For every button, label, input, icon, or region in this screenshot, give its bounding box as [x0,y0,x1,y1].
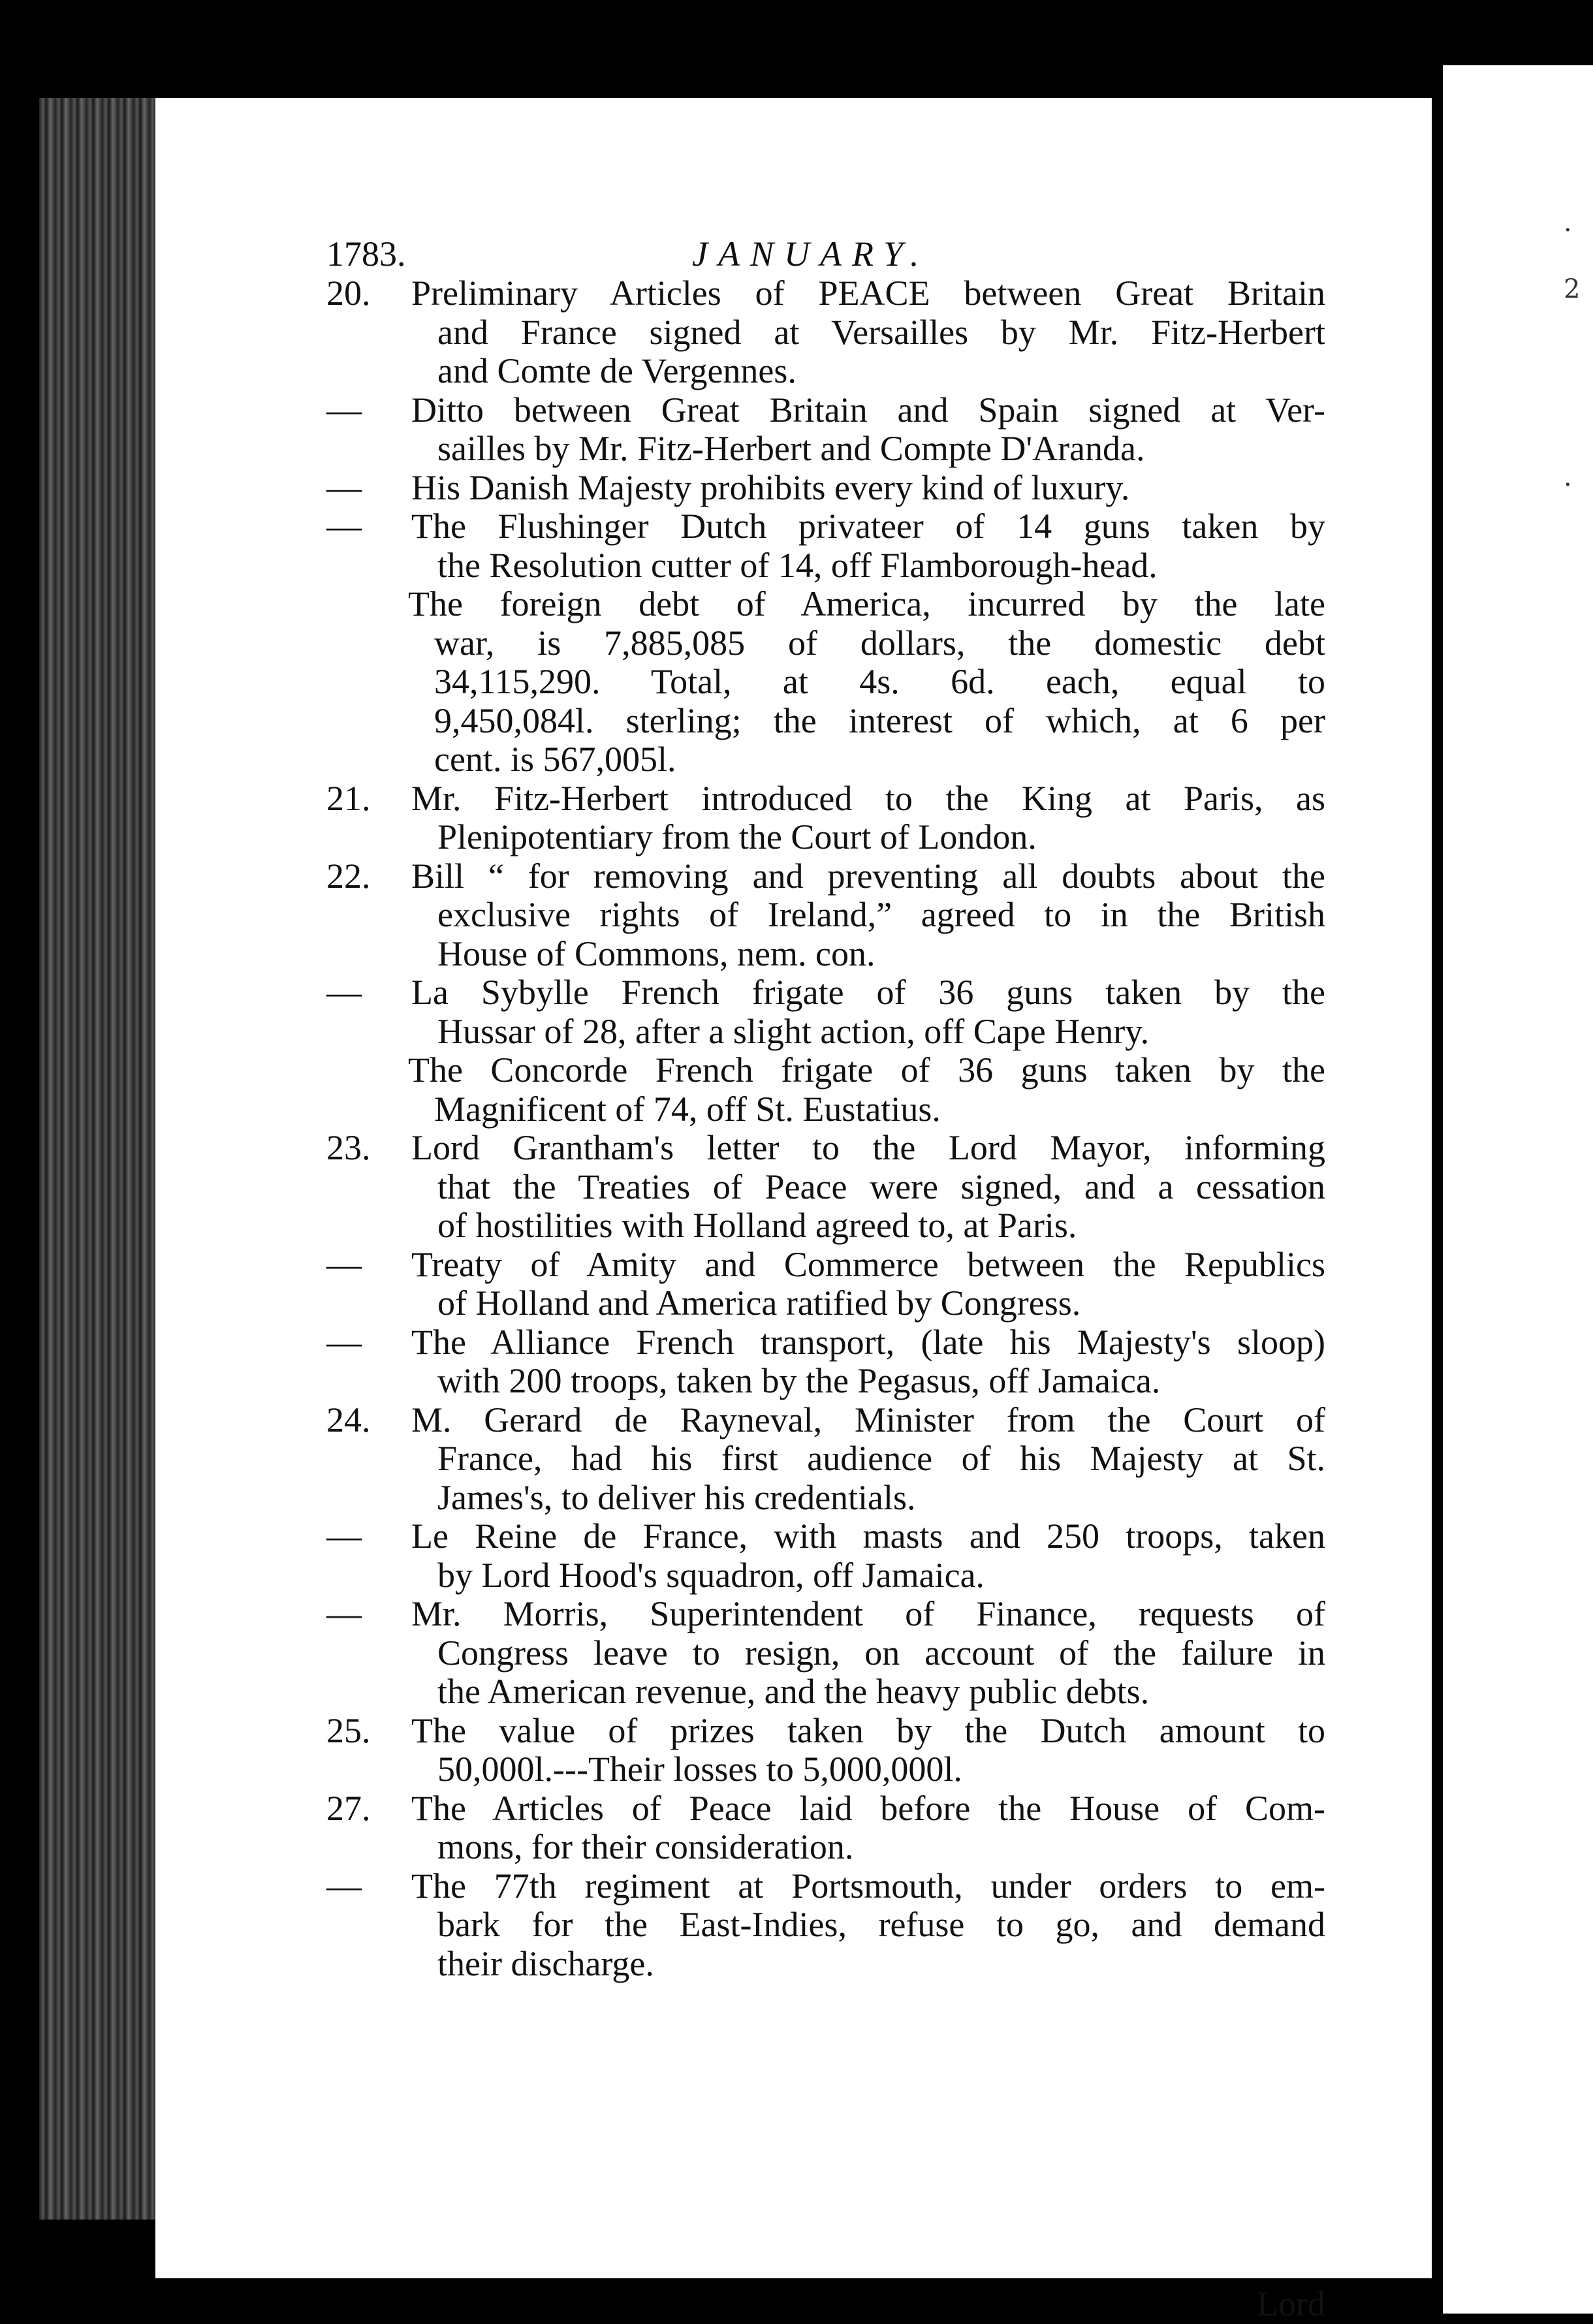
entry-text-line: of Holland and America ratified by Congress. [437,1283,1081,1323]
entry-text-line: Preliminary Articles of PEACE between Great Britain [411,274,1325,313]
entry-text-line: Lord Grantham's letter to the Lord Mayor, informing [411,1128,1325,1167]
chronology-entry [326,507,1325,585]
entry-text-line: The Flushinger Dutch privateer of 14 guns taken by [411,507,1325,546]
entry-text-line: The Concorde French frigate of 36 guns taken by the [408,1050,1325,1090]
entry-text-line: the American revenue, and the heavy public debts. [437,1672,1150,1711]
entry-text-line: 9,450,084l. sterling; the interest of which, at 6 per [434,700,1325,740]
entry-date-marker: 27. [326,1788,371,1828]
entry-text-line: The 77th regiment at Portsmouth, under orders to em- [411,1866,1325,1906]
facing-page-edge [1443,65,1593,2314]
chronology-entry [326,1595,1325,1712]
entry-date-marker: — [326,1594,362,1633]
chronology-entry [326,1129,1325,1246]
entry-text-line: exclusive rights of Ireland,” agreed to in the British [437,895,1325,934]
entry-text-line: House of Commons, nem. con. [437,934,875,973]
entry-text-line: war, is 7,885,085 of dollars, the domestic debt [434,623,1325,663]
chronology-entry [326,1323,1325,1401]
entry-text-line: Le Reine de France, with masts and 250 troops, taken [411,1516,1325,1556]
entry-text-line: La Sybylle French frigate of 36 guns taken by the [411,973,1325,1012]
entry-text-line: of hostilities with Holland agreed to, at Paris. [437,1206,1077,1245]
chronology-entry [326,585,1325,779]
chronology-entry [326,1712,1325,1789]
entry-text-line: Hussar of 28, after a slight action, off Cape Henry. [437,1011,1150,1051]
chronology-entry [326,973,1325,1051]
entry-date-marker: 25. [326,1710,371,1750]
entry-text-line: and France signed at Versailles by Mr. Fitz-Herbert [437,312,1325,352]
entry-text-line: Treaty of Amity and Commerce between the Republics [411,1244,1325,1284]
entry-text-line: that the Treaties of Peace were signed, and a cessation [437,1167,1325,1206]
entry-date-marker: — [326,390,362,430]
chronology-entry [326,391,1325,469]
facing-page-mark: · [1564,215,1572,245]
entry-date-marker: — [326,1866,362,1906]
entry-text-line: 34,115,290. Total, at 4s. 6d. each, equal to [434,662,1325,701]
chronology-entry [326,469,1325,508]
entry-text-line: mons, for their consideration. [437,1827,854,1866]
entry-text-line: Mr. Morris, Superintendent of Finance, requests of [411,1594,1325,1633]
running-header [326,235,1325,274]
entry-text-line: The value of prizes taken by the Dutch amount to [411,1710,1325,1750]
chronology-entry [326,1517,1325,1595]
entry-text-line: Congress leave to resign, on account of the failure in [437,1633,1325,1672]
chronology-entry [326,1867,1325,1984]
chronology-entry [326,1051,1325,1129]
entry-text-line: sailles by Mr. Fitz-Herbert and Compte D'Aranda. [437,429,1145,468]
page-year: 1783. [326,234,406,274]
entry-text-line: Plenipotentiary from the Court of London. [437,817,1037,856]
entry-text-line: Mr. Fitz-Herbert introduced to the King at Paris, as [411,778,1325,818]
book-spine [39,98,163,2220]
entry-text-line: Bill “ for removing and preventing all doubts about the [411,856,1325,896]
entry-date-marker: — [326,467,362,507]
entry-date-marker: 23. [326,1128,371,1167]
entry-text-line: James's, to deliver his credentials. [437,1477,916,1517]
entry-text-line: The Alliance French transport, (late his Majesty's sloop) [411,1322,1325,1362]
chronology-entries [326,274,1325,1983]
page-month: JANUARY. [692,234,930,274]
entry-date-marker: — [326,973,362,1012]
entry-date-marker: — [326,1322,362,1362]
entry-text-line: with 200 troops, taken by the Pegasus, off Jamaica. [437,1361,1161,1400]
entry-text-line: The Articles of Peace laid before the House of Com- [411,1788,1325,1828]
entry-text-line: The foreign debt of America, incurred by the late [408,584,1325,623]
facing-page-mark: 2 [1564,274,1581,304]
facing-page-mark: · [1564,470,1572,500]
entry-text-line: Magnificent of 74, off St. Eustatius. [434,1089,941,1129]
entry-text-line: 50,000l.---Their losses to 5,000,000l. [437,1750,962,1789]
entry-text-line: bark for the East-Indies, refuse to go, and demand [437,1905,1325,1944]
entry-text-line: by Lord Hood's squadron, off Jamaica. [437,1555,985,1595]
entry-text-line: His Danish Majesty prohibits every kind of luxury. [411,467,1130,507]
entry-text-line: M. Gerard de Rayneval, Minister from the Court of [411,1400,1325,1439]
entry-date-marker: — [326,1244,362,1284]
entry-text-line: Ditto between Great Britain and Spain signed at Ver- [411,390,1325,430]
entry-date-marker: — [326,1516,362,1556]
chronology-entry [326,1401,1325,1518]
chronology-entry [326,1246,1325,1323]
chronology-entry [326,857,1325,974]
entry-date-marker: 20. [326,274,371,313]
entry-date-marker: 21. [326,778,371,818]
entry-text-line: and Comte de Vergennes. [437,351,796,390]
chronology-entry [326,274,1325,391]
entry-date-marker: 24. [326,1400,371,1439]
entry-text-line: cent. is 567,005l. [434,740,676,779]
entry-text-line: France, had his first audience of his Majesty at St. [437,1439,1325,1478]
chronology-entry [326,779,1325,857]
entry-text-line: their discharge. [437,1943,654,1983]
catchword: Lord [1257,2284,1325,2323]
page-text [326,234,1325,2323]
entry-text-line: the Resolution cutter of 14, off Flamborough-head. [437,545,1158,585]
entry-date-marker: 22. [326,856,371,896]
chronology-entry [326,1789,1325,1867]
entry-date-marker: — [326,507,362,546]
